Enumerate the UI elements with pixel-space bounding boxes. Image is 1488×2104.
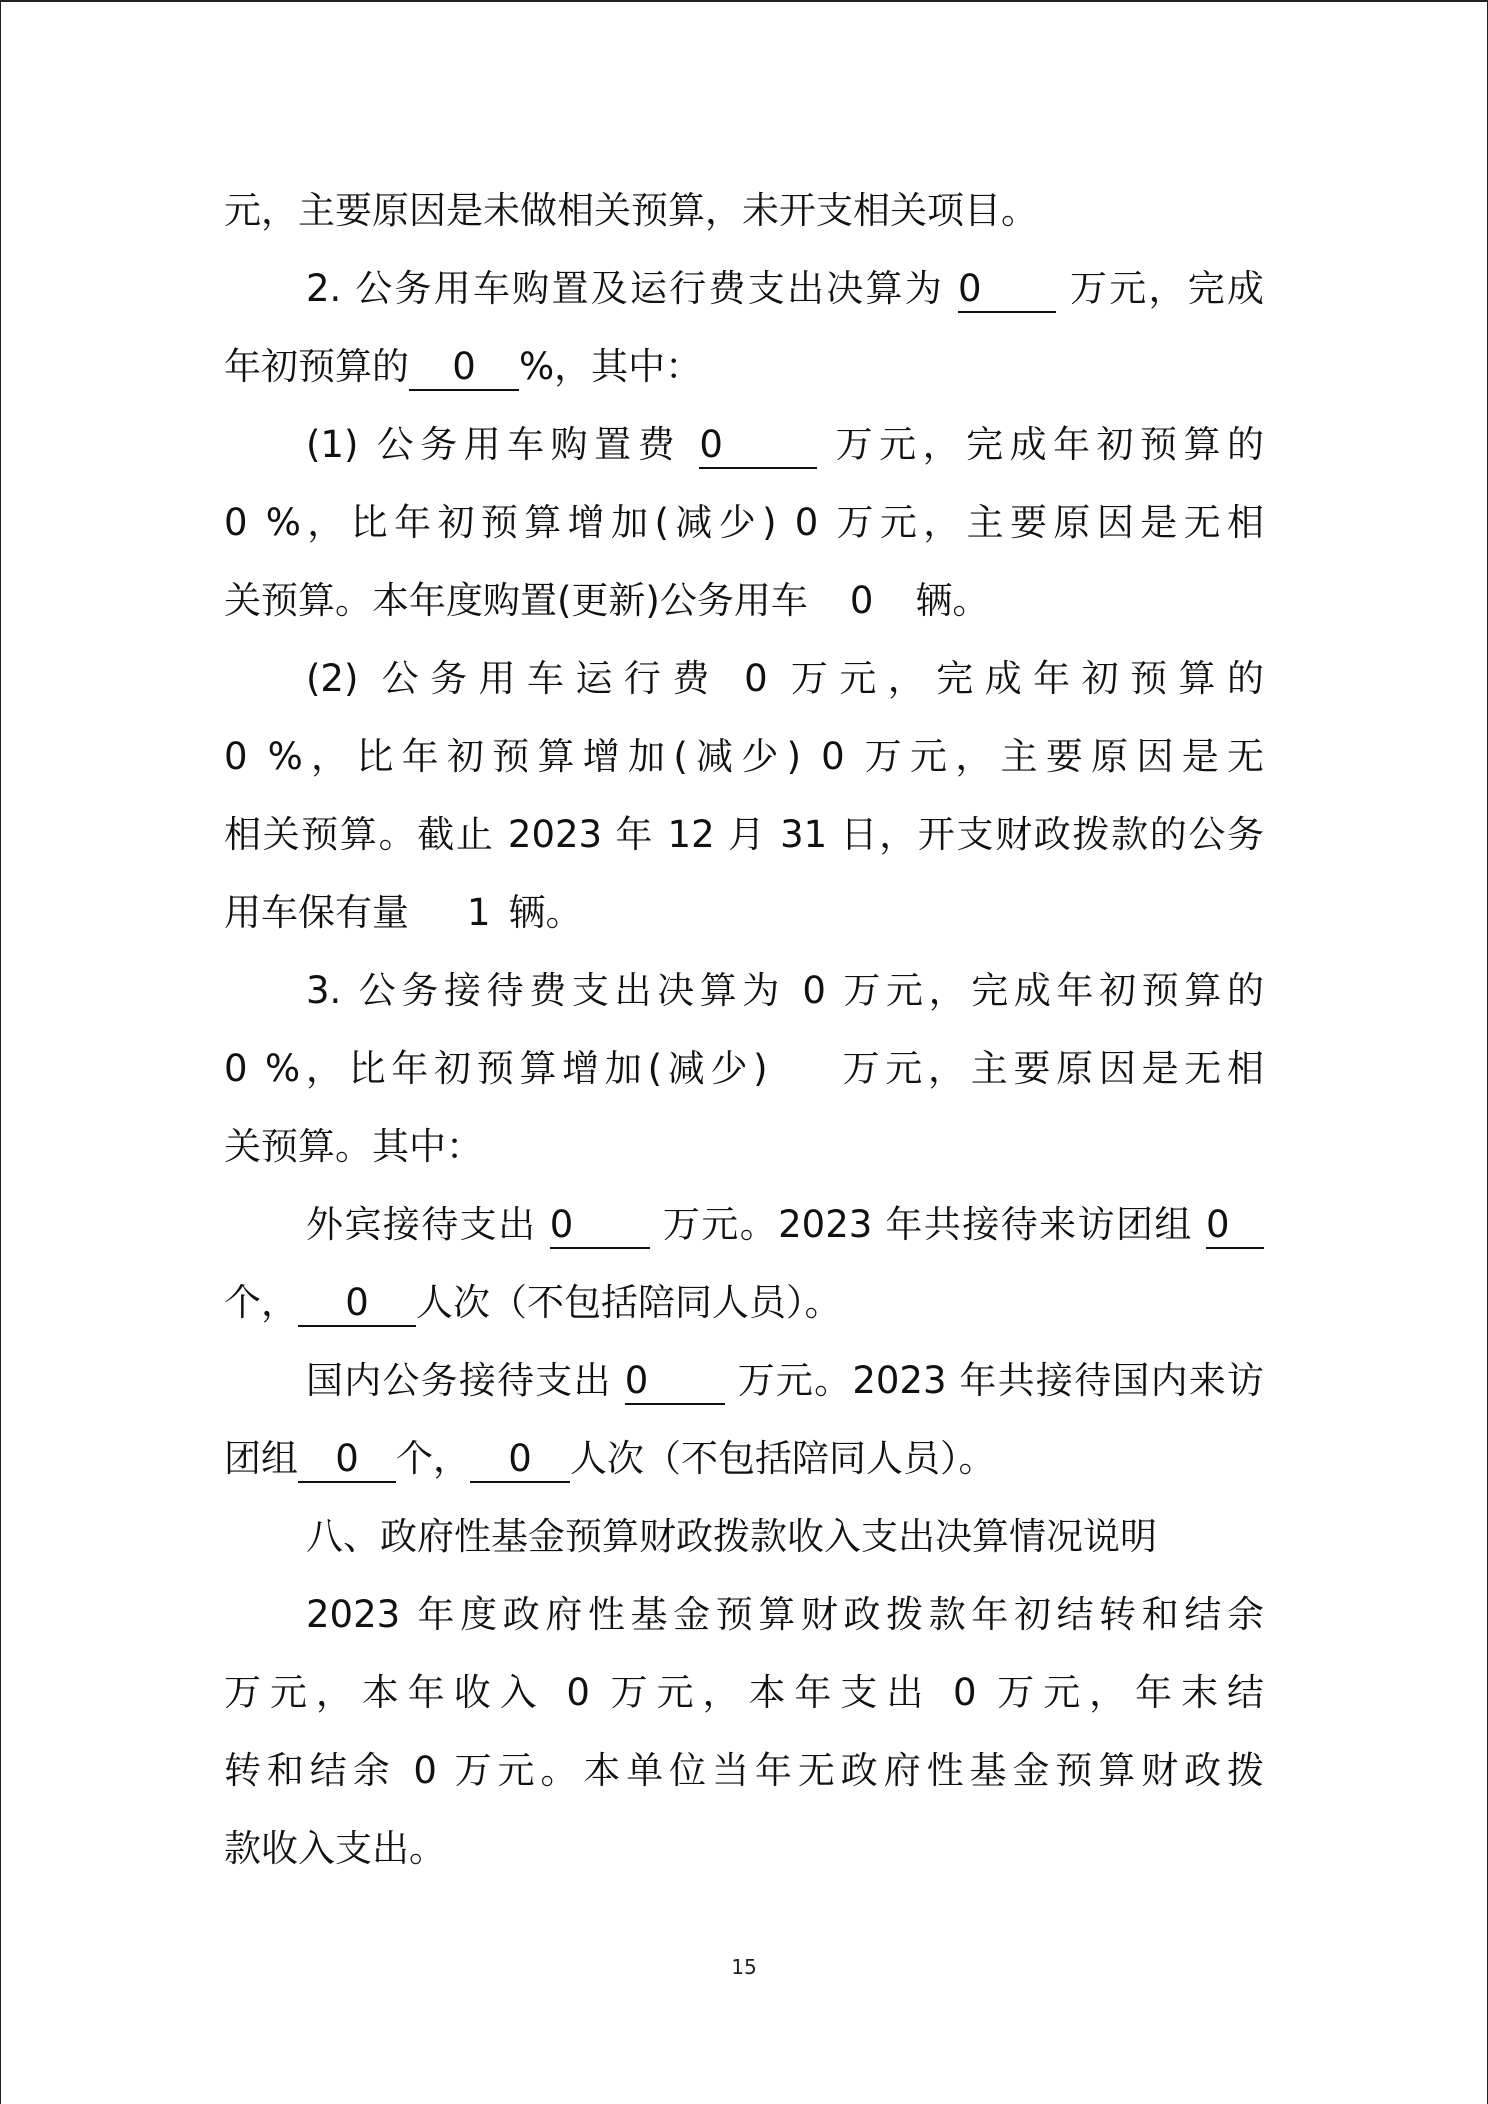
text: 团组 xyxy=(224,1437,298,1480)
text: 元，主要原因是未做相关预算，未开支相关项目。 xyxy=(224,189,1038,232)
paragraph-line xyxy=(224,1810,1264,1888)
text: 个， xyxy=(224,1281,298,1324)
text: 万元，完成 xyxy=(1070,267,1264,310)
text: %，比年初预算增加(减少) xyxy=(265,501,777,544)
paragraph-line xyxy=(224,562,1264,640)
text: 转和结余 xyxy=(224,1749,396,1792)
text: 2023 年度政府性基金预算财政拨款年初结转和结余 xyxy=(306,1593,1264,1636)
blank-value: 0 xyxy=(409,345,519,391)
text: 辆。 xyxy=(915,579,990,622)
page-number: 15 xyxy=(731,1955,757,1979)
text: %，比年初预算增加(减少) xyxy=(267,735,802,778)
blank-value: 0 xyxy=(699,423,817,469)
text: 2. 公务用车购置及运行费支出决算为 xyxy=(306,267,944,310)
text: 关预算。本年度购置(更新)公务用车 xyxy=(224,579,808,622)
paragraph-line xyxy=(224,952,1264,1030)
text: 万元。2023 年共接待来访团组 xyxy=(662,1203,1193,1246)
value: 1 xyxy=(467,891,491,934)
paragraph-line xyxy=(224,1732,1264,1810)
text: 人次（不包括陪同人员）。 xyxy=(416,1281,842,1324)
text: 万元。本单位当年无政府性基金预算财政拨 xyxy=(454,1749,1264,1792)
paragraph-line xyxy=(224,718,1264,796)
paragraph-line xyxy=(224,1420,1264,1498)
blank-value: 0 xyxy=(550,1203,650,1249)
text: 万元，完成年初预算的 xyxy=(835,423,1264,466)
paragraph-line xyxy=(224,328,1264,406)
text: 辆。 xyxy=(508,891,583,934)
text: 万元，本年收入 xyxy=(224,1671,546,1714)
value: 0 xyxy=(566,1671,590,1714)
paragraph-line xyxy=(224,1186,1264,1264)
value: 0 xyxy=(413,1749,437,1792)
text: 八、政府性基金预算财政拨款收入支出决算情况说明 xyxy=(306,1515,1157,1558)
text: 国内公务接待支出 xyxy=(306,1359,612,1402)
paragraph-line xyxy=(224,1264,1264,1342)
text: 个， xyxy=(396,1437,470,1480)
paragraph-line xyxy=(224,796,1264,874)
text: %，其中： xyxy=(519,345,703,388)
text: 万元，主要原因是无相 xyxy=(836,501,1264,544)
value: 0 xyxy=(224,735,248,778)
paragraph-line xyxy=(224,1030,1264,1108)
paragraph-line xyxy=(224,640,1264,718)
document-body xyxy=(224,172,1264,1888)
paragraph-line xyxy=(224,250,1264,328)
value: 0 xyxy=(849,579,874,622)
text: 款收入支出。 xyxy=(224,1827,446,1870)
blank-value: 0 xyxy=(298,1281,416,1327)
text: 万元，完成年初预算的 xyxy=(843,969,1264,1012)
text: (2) 公务用车运行费 xyxy=(306,657,721,700)
text: 万元，本年支出 xyxy=(610,1671,933,1714)
paragraph-line xyxy=(224,172,1264,250)
section-heading xyxy=(224,1498,1264,1576)
paragraph-line xyxy=(224,1108,1264,1186)
text: 万元，完成年初预算的 xyxy=(790,657,1264,700)
text: 相关预算。截止 2023 年 12 月 31 日，开支财政拨款的公务 xyxy=(224,813,1264,856)
blank-value: 0 xyxy=(1206,1203,1264,1249)
text: 万元。2023 年共接待国内来访 xyxy=(737,1359,1264,1402)
paragraph-line xyxy=(224,406,1264,484)
paragraph-line xyxy=(224,1654,1264,1732)
text: 万元，主要原因是无 xyxy=(864,735,1264,778)
blank-value: 0 xyxy=(470,1437,570,1483)
paragraph-line xyxy=(224,484,1264,562)
paragraph-line xyxy=(224,874,1264,952)
value: 0 xyxy=(953,1671,977,1714)
blank-value: 0 xyxy=(958,267,1056,313)
text: %，比年初预算增加(减少) xyxy=(265,1047,768,1090)
text: 年初预算的 xyxy=(224,345,409,388)
paragraph-line xyxy=(224,1576,1264,1654)
value: 0 xyxy=(794,501,819,544)
value: 0 xyxy=(224,501,248,544)
text: 外宾接待支出 xyxy=(306,1203,537,1246)
blank-value: 0 xyxy=(298,1437,396,1483)
text: 人次（不包括陪同人员）。 xyxy=(570,1437,996,1480)
value: 0 xyxy=(821,735,845,778)
text: 万元，年末结 xyxy=(997,1671,1264,1714)
value: 0 xyxy=(224,1047,248,1090)
paragraph-line xyxy=(224,1342,1264,1420)
value: 0 xyxy=(802,969,826,1012)
text: 用车保有量 xyxy=(224,891,409,934)
text: 万元，主要原因是无相 xyxy=(842,1047,1264,1090)
text: 关预算。其中： xyxy=(224,1125,483,1168)
blank-value: 0 xyxy=(625,1359,725,1405)
text: 3. 公务接待费支出决算为 xyxy=(306,969,785,1012)
text: (1) 公务用车购置费 xyxy=(306,423,682,466)
value: 0 xyxy=(744,657,768,700)
